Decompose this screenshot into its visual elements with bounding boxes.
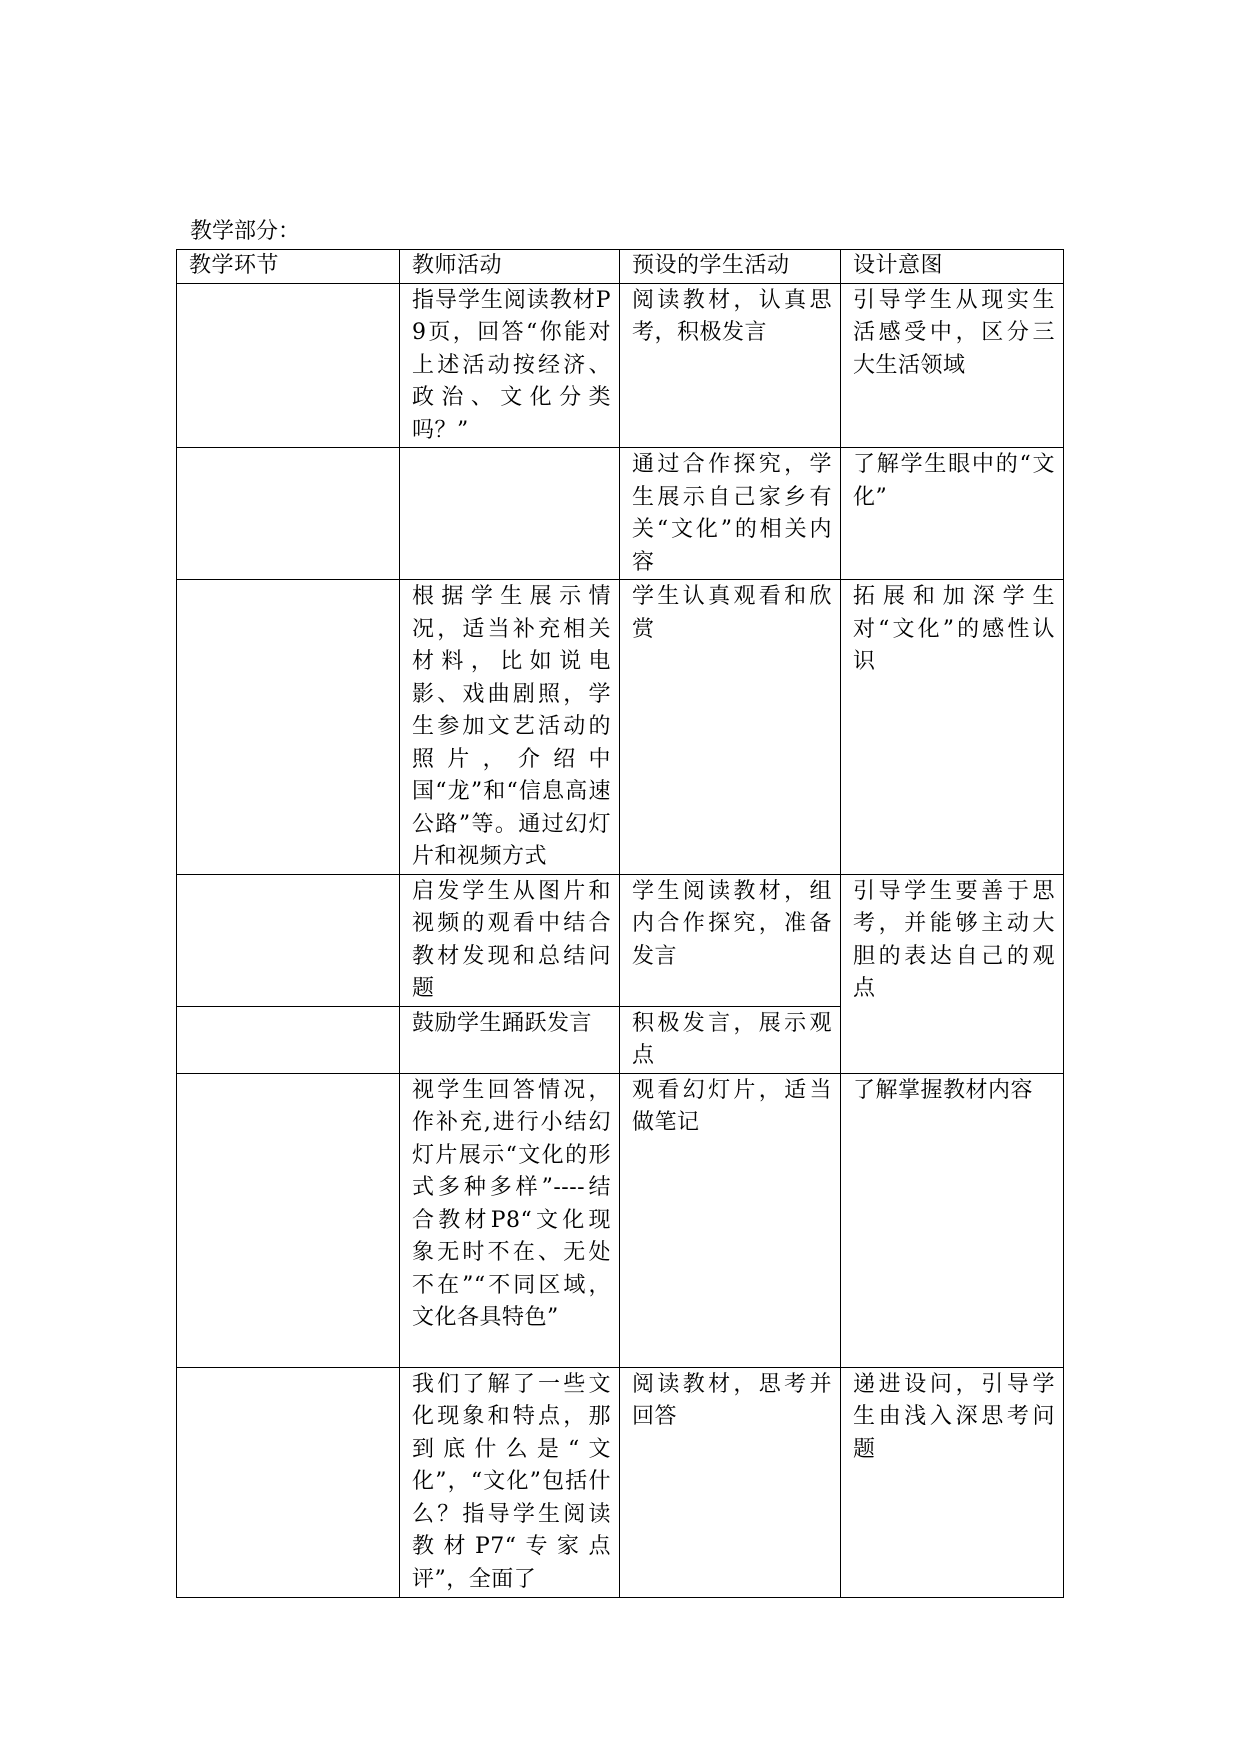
design-intent-cell: 了解学生眼中的“文化”: [841, 448, 1064, 580]
table-row: [177, 580, 1064, 875]
student-activity-cell: 积极发言，展示观点: [620, 1006, 841, 1073]
header-student-activity: 预设的学生活动: [620, 250, 841, 284]
table-row: [177, 283, 1064, 448]
stage-cell: [177, 1073, 400, 1367]
design-intent-cell: 拓展和加深学生对“文化”的感性认识: [841, 580, 1064, 875]
header-teacher-activity: 教师活动: [400, 250, 620, 284]
header-design-intent: 设计意图: [841, 250, 1064, 284]
student-activity-cell: 阅读教材，认真思考，积极发言: [620, 283, 841, 448]
table-row: [177, 1073, 1064, 1367]
student-activity-cell: 学生阅读教材，组内合作探究，准备发言: [620, 874, 841, 1006]
stage-cell: [177, 1367, 400, 1597]
design-intent-cell: 了解掌握教材内容: [841, 1073, 1064, 1367]
teacher-activity-cell: 根据学生展示情况，适当补充相关材料，比如说电影、戏曲剧照，学生参加文艺活动的照片，介绍中国“龙”和“信息高速公路”等。通过幻灯片和视频方式: [400, 580, 620, 875]
lesson-plan-table: [176, 249, 1064, 1598]
student-activity-cell: 观看幻灯片，适当做笔记: [620, 1073, 841, 1367]
student-activity-cell: 通过合作探究，学生展示自己家乡有关“文化”的相关内容: [620, 448, 841, 580]
table-row: [177, 874, 1064, 1006]
stage-cell: [177, 1006, 400, 1073]
student-activity-cell: 阅读教材，思考并回答: [620, 1367, 841, 1597]
teacher-activity-cell: 启发学生从图片和视频的观看中结合教材发现和总结问题: [400, 874, 620, 1006]
table-header-row: [177, 250, 1064, 284]
stage-cell: [177, 448, 400, 580]
stage-cell: [177, 580, 400, 875]
stage-cell: [177, 874, 400, 1006]
table-row: [177, 1367, 1064, 1597]
header-stage: 教学环节: [177, 250, 400, 284]
design-intent-cell: 引导学生要善于思考，并能够主动大胆的表达自己的观点: [841, 874, 1064, 1073]
teacher-activity-cell: [400, 448, 620, 580]
teacher-activity-cell: 视学生回答情况，作补充,进行小结幻灯片展示“文化的形式多种多样”----结合教材P8“文化现象无时不在、无处不在”“不同区域，文化各具特色”: [400, 1073, 620, 1367]
teacher-activity-cell: 指导学生阅读教材P9页，回答“你能对上述活动按经济、政治、文化分类吗？”: [400, 283, 620, 448]
stage-cell: [177, 283, 400, 448]
teacher-activity-cell: 鼓励学生踊跃发言: [400, 1006, 620, 1073]
design-intent-cell: 引导学生从现实生活感受中，区分三大生活领域: [841, 283, 1064, 448]
section-title: 教学部分：: [190, 219, 301, 244]
student-activity-cell: 学生认真观看和欣赏: [620, 580, 841, 875]
teacher-activity-cell: 我们了解了一些文化现象和特点，那到底什么是“文化”，“文化”包括什么？指导学生阅读教材P7“专家点评”，全面了: [400, 1367, 620, 1597]
design-intent-cell: 递进设问，引导学生由浅入深思考问题: [841, 1367, 1064, 1597]
table-row: [177, 448, 1064, 580]
